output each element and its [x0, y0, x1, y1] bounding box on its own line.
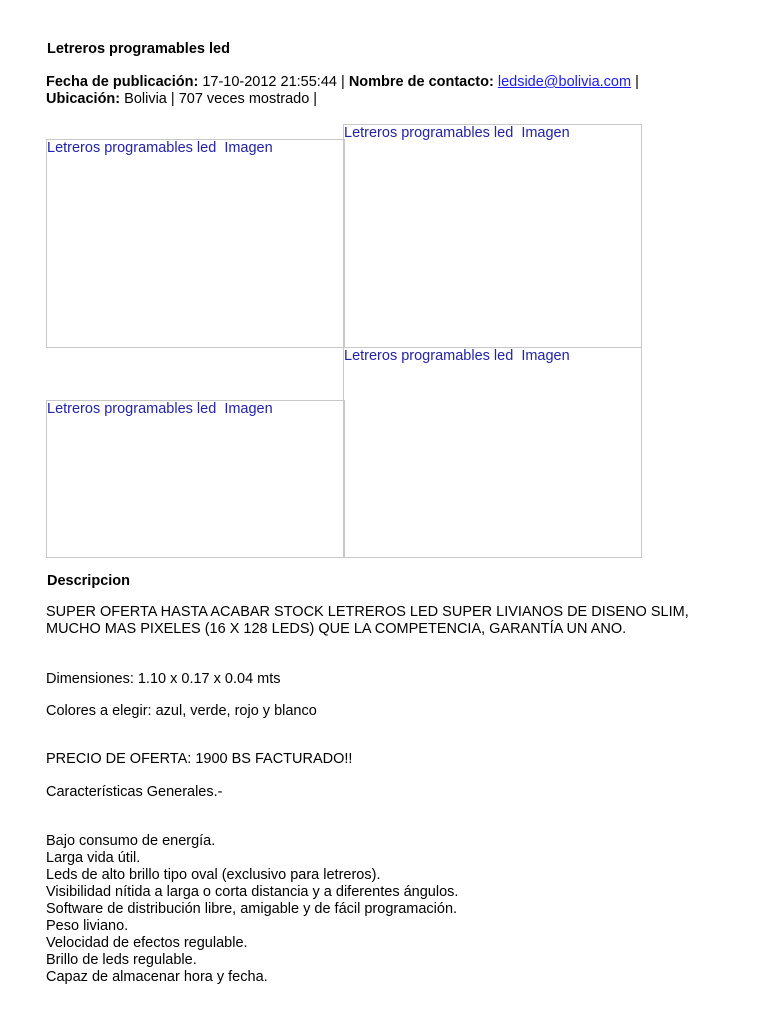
product-image: [343, 124, 642, 348]
product-image: [46, 139, 345, 348]
list-item: Velocidad de efectos regulable.: [46, 935, 248, 951]
image-alt-text: Letreros programables led Imagen: [344, 348, 570, 364]
ubicacion-value: Bolivia | 707 veces mostrado |: [124, 91, 318, 107]
offer-text: SUPER OFERTA HASTA ACABAR STOCK LETREROS LED SUPER LIVIANOS DE DISENO SLIM, MUCHO MAS PIXELES (16 X 128 LEDS) QUE LA COMPETENCIA, GARANTÍA UN ANO.: [46, 604, 689, 637]
product-image: [343, 347, 642, 558]
features-list: [46, 833, 458, 986]
colors-text: Colores a elegir: azul, verde, rojo y blanco: [46, 703, 317, 719]
price-text: PRECIO DE OFERTA: 1900 BS FACTURADO!!: [46, 751, 353, 767]
fecha-value: 17-10-2012 21:55:44: [202, 74, 337, 90]
list-item: Bajo consumo de energía.: [46, 833, 216, 849]
list-item: Larga vida útil.: [46, 850, 141, 866]
list-item: Leds de alto brillo tipo oval (exclusivo para letreros).: [46, 867, 381, 883]
fecha-label: Fecha de publicación:: [46, 74, 199, 90]
contact-email-link[interactable]: ledside@bolivia.com: [497, 74, 632, 90]
list-item: Visibilidad nítida a larga o corta distancia y a diferentes ángulos.: [46, 884, 459, 900]
list-item: Brillo de leds regulable.: [46, 952, 197, 968]
image-alt-text: Letreros programables led Imagen: [47, 401, 273, 417]
ubicacion-label: Ubicación:: [46, 91, 121, 107]
description-heading: Descripcion: [47, 573, 130, 589]
list-item: Software de distribución libre, amigable y de fácil programación.: [46, 901, 458, 917]
list-item: Peso liviano.: [46, 918, 129, 934]
list-item: Capaz de almacenar hora y fecha.: [46, 969, 268, 985]
contacto-label: Nombre de contacto:: [348, 74, 494, 90]
separator: |: [635, 74, 639, 90]
page-title: Letreros programables led: [47, 41, 230, 57]
dimensions-text: Dimensiones: 1.10 x 0.17 x 0.04 mts: [46, 671, 281, 687]
product-image: [46, 400, 345, 558]
image-alt-text: Letreros programables led Imagen: [344, 125, 570, 141]
separator: |: [341, 74, 345, 90]
features-heading: Características Generales.-: [46, 784, 223, 800]
image-alt-text: Letreros programables led Imagen: [47, 140, 273, 156]
listing-meta: [46, 74, 736, 108]
